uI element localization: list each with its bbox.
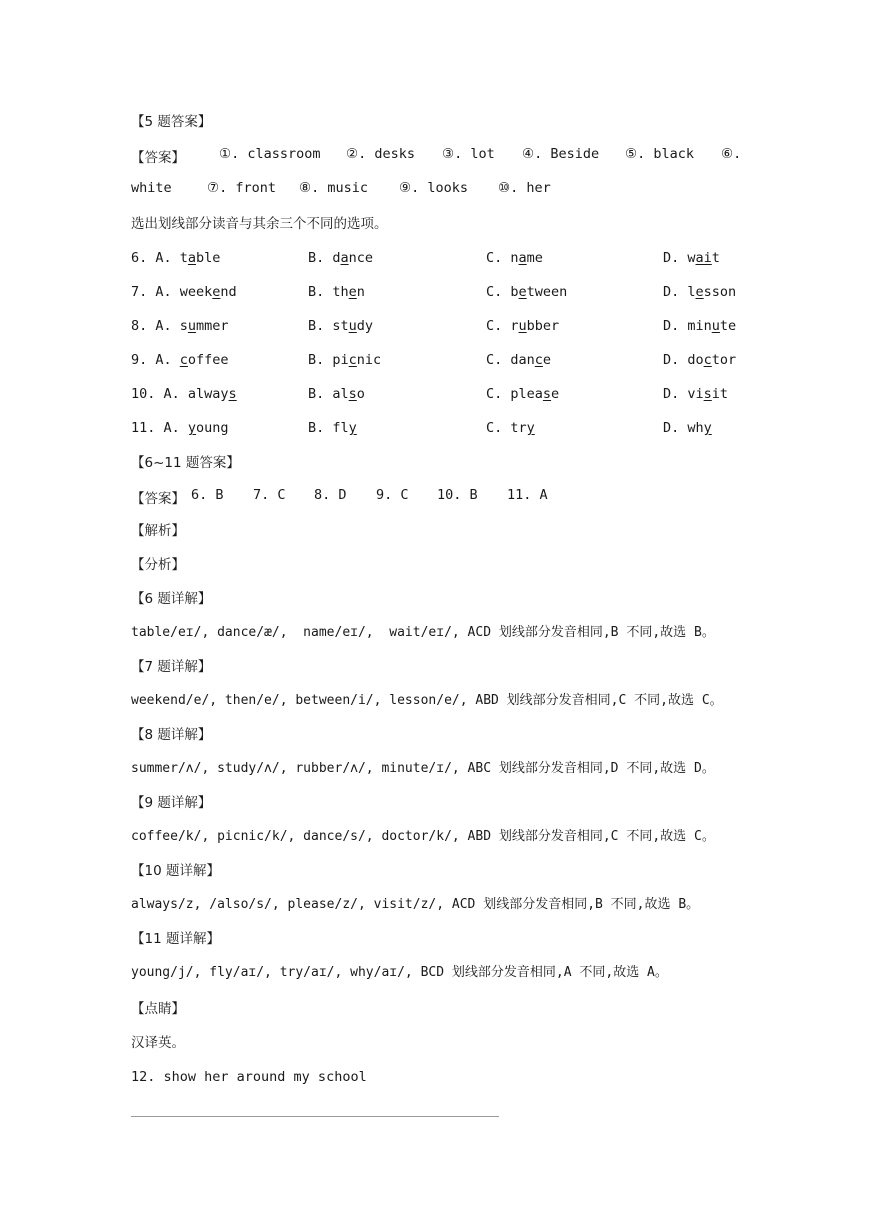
- option-10-D: D. visit: [663, 386, 729, 402]
- answer-item: ④. Beside: [522, 146, 600, 162]
- answer-item: 10. B: [437, 487, 478, 503]
- answer-label: 【答案】: [131, 150, 185, 166]
- answer-label: 【答案】: [131, 491, 185, 507]
- detail-text: young/j/, fly/aɪ/, try/aɪ/, why/aɪ/, BCD 划线部分发音相同,A 不同,故选 A。: [131, 965, 668, 980]
- answer-item: ⑤. black: [625, 146, 694, 162]
- answer-item: ②. desks: [346, 146, 415, 162]
- section-instruction: 选出划线部分读音与其余三个不同的选项。: [131, 216, 388, 232]
- detail-text: table/eɪ/, dance/æ/, name/eɪ/, wait/eɪ/, ACD 划线部分发音相同,B 不同,故选 B。: [131, 625, 715, 640]
- detail-header: 【9 题详解】: [131, 795, 212, 811]
- answer-item: ⑩. her: [498, 180, 551, 196]
- option-7-B: B. then: [308, 284, 365, 300]
- answer-item: ①. classroom: [219, 146, 321, 162]
- answer-item: ⑧. music: [299, 180, 368, 196]
- answer-item: 9. C: [376, 487, 409, 503]
- answer-item: 7. C: [253, 487, 286, 503]
- detail-header: 【8 题详解】: [131, 727, 212, 743]
- detail-header: 【10 题详解】: [131, 863, 220, 879]
- option-9-A: 9. A. coffee: [131, 352, 229, 368]
- option-7-A: 7. A. weekend: [131, 284, 237, 300]
- answer-item: 11. A: [507, 487, 548, 503]
- option-8-C: C. rubber: [486, 318, 560, 334]
- answer-item: ⑥.: [721, 146, 742, 162]
- option-6-A: 6. A. table: [131, 250, 221, 266]
- detail-header: 【11 题详解】: [131, 931, 220, 947]
- option-6-D: D. wait: [663, 250, 720, 266]
- answer-blank-line: [131, 1116, 499, 1117]
- fenxi-label: 【分析】: [131, 557, 185, 573]
- answer-item: ⑨. looks: [399, 180, 468, 196]
- answer-item: white: [131, 180, 172, 196]
- detail-text: always/z, /also/s/, please/z/, visit/z/, ACD 划线部分发音相同,B 不同,故选 B。: [131, 897, 700, 912]
- answer-item: 6. B: [191, 487, 224, 503]
- analysis-label: 【解析】: [131, 523, 185, 539]
- detail-text: coffee/k/, picnic/k/, dance/s/, doctor/k/, ABD 划线部分发音相同,C 不同,故选 C。: [131, 829, 715, 844]
- option-9-B: B. picnic: [308, 352, 382, 368]
- option-6-B: B. dance: [308, 250, 374, 266]
- option-10-B: B. also: [308, 386, 365, 402]
- option-8-A: 8. A. summer: [131, 318, 229, 334]
- option-7-D: D. lesson: [663, 284, 737, 300]
- option-10-A: 10. A. always: [131, 386, 237, 402]
- answer-item: ③. lot: [442, 146, 495, 162]
- answers-header: 【6~11 题答案】: [131, 455, 240, 471]
- detail-header: 【6 题详解】: [131, 591, 212, 607]
- option-9-C: C. dance: [486, 352, 552, 368]
- option-11-B: B. fly: [308, 420, 357, 436]
- option-11-A: 11. A. young: [131, 420, 229, 436]
- answer-item: ⑦. front: [207, 180, 276, 196]
- question-12: 12. show her around my school: [131, 1069, 367, 1085]
- answer-item: 8. D: [314, 487, 347, 503]
- option-7-C: C. between: [486, 284, 568, 300]
- detail-text: weekend/e/, then/e/, between/i/, lesson/e/, ABD 划线部分发音相同,C 不同,故选 C。: [131, 693, 723, 708]
- option-10-C: C. please: [486, 386, 560, 402]
- option-8-D: D. minute: [663, 318, 737, 334]
- translate-instruction: 汉译英。: [131, 1035, 185, 1051]
- option-8-B: B. study: [308, 318, 374, 334]
- q5-header: 【5 题答案】: [131, 114, 212, 130]
- option-11-D: D. why: [663, 420, 712, 436]
- option-11-C: C. try: [486, 420, 535, 436]
- detail-text: summer/ʌ/, study/ʌ/, rubber/ʌ/, minute/ɪ/, ABC 划线部分发音相同,D 不同,故选 D。: [131, 761, 715, 776]
- dianjing-label: 【点睛】: [131, 1001, 185, 1017]
- option-9-D: D. doctor: [663, 352, 737, 368]
- option-6-C: C. name: [486, 250, 543, 266]
- detail-header: 【7 题详解】: [131, 659, 212, 675]
